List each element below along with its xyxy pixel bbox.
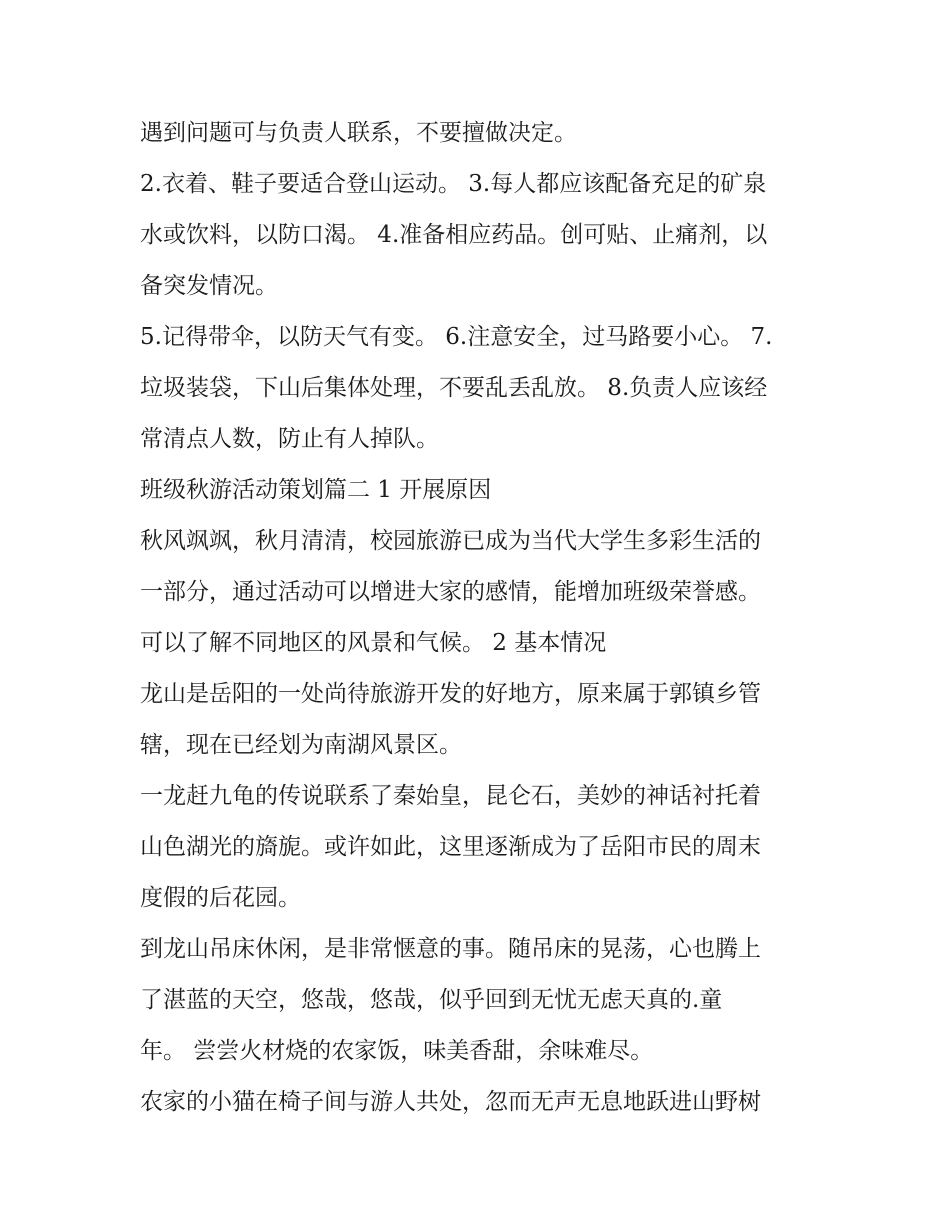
- text-line: 常清点人数，防止有人掉队。: [140, 426, 439, 452]
- section-heading: 班级秋游活动策划篇二 1 开展原因: [140, 477, 492, 503]
- text-line: 水或饮料，以防口渴。 4.准备相应药品。创可贴、止痛剂，以: [140, 222, 768, 248]
- text-line: 了湛蓝的天空，悠哉，悠哉，似乎回到无忧无虑天真的.童: [140, 987, 723, 1013]
- text-line: 农家的小猫在椅子间与游人共处，忽而无声无息地跃进山野树: [140, 1089, 761, 1115]
- text-line: 山色湖光的旖旎。或许如此，这里逐渐成为了岳阳市民的周末: [140, 834, 761, 860]
- text-line: 辖，现在已经划为南湖风景区。: [140, 732, 462, 758]
- text-line: 备突发情况。: [140, 273, 278, 299]
- text-line: 可以了解不同地区的风景和气候。 2 基本情况: [140, 630, 607, 656]
- text-line: 度假的后花园。: [140, 885, 301, 911]
- text-line: 到龙山吊床休闲，是非常惬意的事。随吊床的晃荡，心也腾上: [140, 936, 761, 962]
- text-line: 龙山是岳阳的一处尚待旅游开发的好地方，原来属于郭镇乡管: [140, 681, 761, 707]
- text-line: 年。 尝尝火材烧的农家饭，味美香甜，余味难尽。: [140, 1038, 654, 1064]
- text-line: 垃圾装袋，下山后集体处理，不要乱丢乱放。 8.负责人应该经: [140, 375, 768, 401]
- text-line: 秋风飒飒，秋月清清，校园旅游已成为当代大学生多彩生活的: [140, 528, 761, 554]
- text-line: 2.衣着、鞋子要适合登山运动。 3.每人都应该配备充足的矿泉: [140, 171, 767, 197]
- text-line: 遇到问题可与负责人联系，不要擅做决定。: [140, 120, 577, 146]
- document-body: [140, 108, 820, 1128]
- text-line: 5.记得带伞，以防天气有变。 6.注意安全，过马路要小心。 7.: [140, 324, 773, 350]
- text-line: 一龙赶九龟的传说联系了秦始皇，昆仑石，美妙的神话衬托着: [140, 783, 761, 809]
- text-line: 一部分，通过活动可以增进大家的感情，能增加班级荣誉感。: [140, 579, 761, 605]
